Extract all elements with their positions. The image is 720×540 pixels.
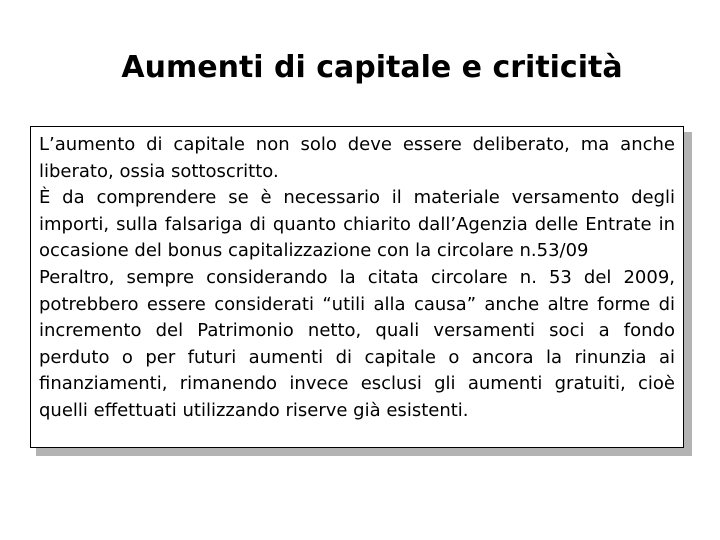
paragraph-2: È da comprendere se è necessario il materiale versamento degli importi, sulla falsariga di quanto chiarito dall’Agenzia delle Entrate in occasione del bonus capitalizzazione con la circolare n.53/09 — [39, 187, 675, 262]
paragraph-3: Peraltro, sempre considerando la citata circolare n. 53 del 2009, potrebbero essere considerati “utili alla causa” anche altre forme di incremento del Patrimonio netto, quali versamenti soci a fondo perduto o per futuri aumenti di capitale o ancora la rinunzia ai finanziamenti, rimanendo invece esclusi gli aumenti gratuiti, cioè quelli effettuati utilizzando riserve già esistenti. — [39, 266, 675, 421]
slide-title: Aumenti di capitale e criticità — [121, 50, 623, 85]
paragraph-1: L’aumento di capitale non solo deve essere deliberato, ma anche liberato, ossia sottoscritto. — [39, 134, 675, 182]
text-box — [30, 126, 684, 448]
